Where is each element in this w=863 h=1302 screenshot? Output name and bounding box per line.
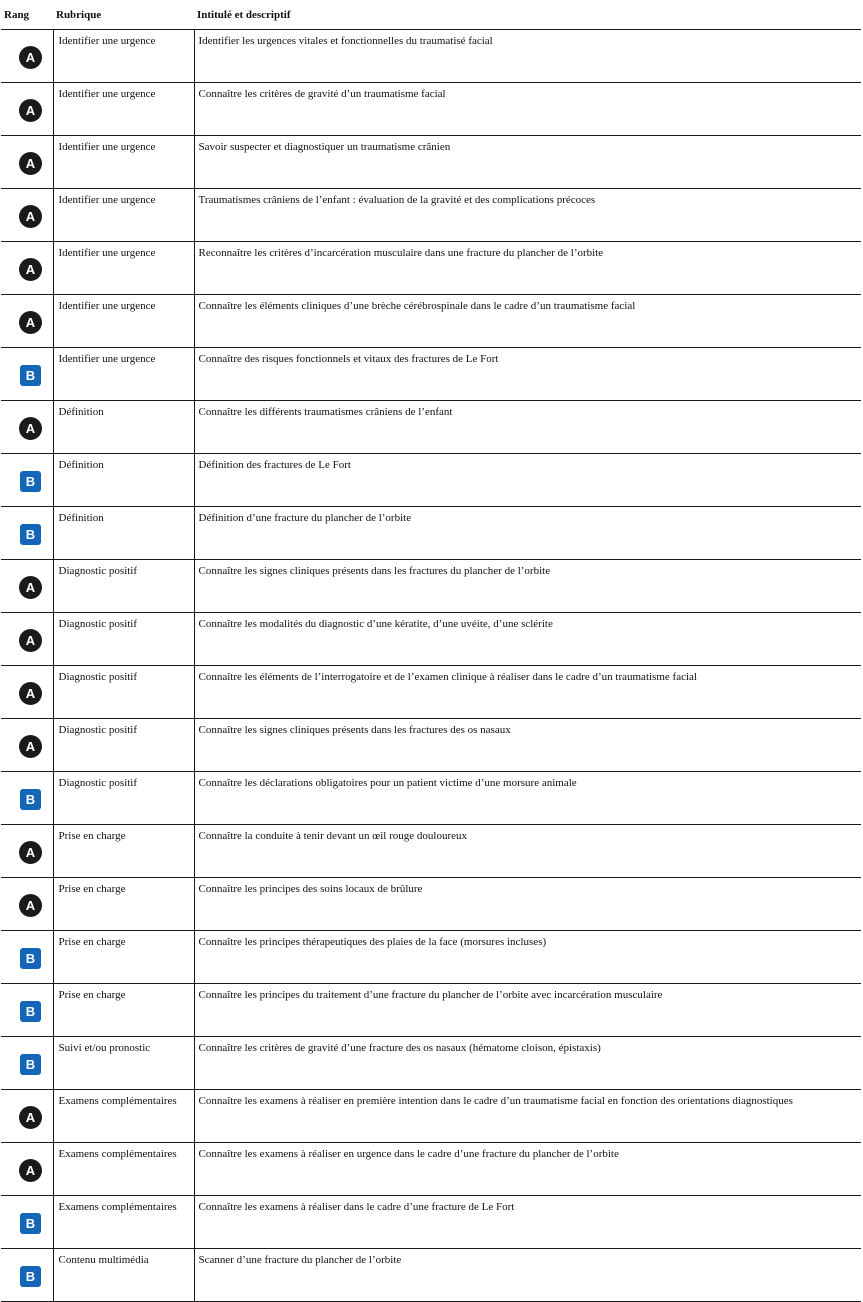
intitule-cell: Connaître les signes cliniques présents dans les fractures du plancher de l’orbite	[194, 560, 861, 613]
table-row	[1, 1249, 861, 1302]
table-row	[1, 1196, 861, 1249]
table-row	[1, 189, 861, 242]
rubrique-cell: Identifier une urgence	[53, 136, 194, 189]
table-header	[1, 0, 861, 30]
rubrique-cell: Identifier une urgence	[53, 30, 194, 83]
intitule-cell: Connaître les déclarations obligatoires pour un patient victime d’une morsure animale	[194, 772, 861, 825]
rang-cell	[1, 401, 53, 454]
intitule-cell: Connaître les principes des soins locaux de brûlure	[194, 878, 861, 931]
intitule-cell: Identifier les urgences vitales et fonctionnelles du traumatisé facial	[194, 30, 861, 83]
rank-b-badge: B	[20, 524, 41, 545]
rank-a-badge: A	[19, 417, 42, 440]
intitule-cell: Connaître les examens à réaliser dans le cadre d’une fracture de Le Fort	[194, 1196, 861, 1249]
table-row	[1, 295, 861, 348]
rang-cell	[1, 719, 53, 772]
intitule-cell: Connaître les éléments de l’interrogatoire et de l’examen clinique à réaliser dans le cadre d’un traumatisme facial	[194, 666, 861, 719]
rank-a-badge: A	[19, 841, 42, 864]
table-row	[1, 772, 861, 825]
intitule-cell: Connaître la conduite à tenir devant un œil rouge douloureux	[194, 825, 861, 878]
rubrique-cell: Diagnostic positif	[53, 666, 194, 719]
rank-a-badge: A	[19, 576, 42, 599]
intitule-cell: Définition des fractures de Le Fort	[194, 454, 861, 507]
intitule-cell: Définition d’une fracture du plancher de l’orbite	[194, 507, 861, 560]
rang-cell	[1, 772, 53, 825]
intitule-cell: Connaître les critères de gravité d’une fracture des os nasaux (hématome cloison, épistaxis)	[194, 1037, 861, 1090]
table-row	[1, 666, 861, 719]
rang-cell	[1, 1037, 53, 1090]
intitule-cell: Connaître des risques fonctionnels et vitaux des fractures de Le Fort	[194, 348, 861, 401]
rubrique-cell: Définition	[53, 507, 194, 560]
table-row	[1, 136, 861, 189]
rang-cell	[1, 560, 53, 613]
table-row	[1, 454, 861, 507]
rang-cell	[1, 1143, 53, 1196]
rank-b-badge: B	[20, 365, 41, 386]
rang-cell	[1, 666, 53, 719]
rubrique-cell: Prise en charge	[53, 931, 194, 984]
rank-a-badge: A	[19, 629, 42, 652]
rank-b-badge: B	[20, 789, 41, 810]
table-row	[1, 613, 861, 666]
intitule-cell: Connaître les modalités du diagnostic d’une kératite, d’une uvéite, d’une sclérite	[194, 613, 861, 666]
rubrique-cell: Examens complémentaires	[53, 1090, 194, 1143]
rubrique-cell: Définition	[53, 454, 194, 507]
rank-b-badge: B	[20, 948, 41, 969]
rank-a-badge: A	[19, 1159, 42, 1182]
table-row	[1, 1090, 861, 1143]
header-rubrique: Rubrique	[53, 0, 194, 30]
rank-a-badge: A	[19, 46, 42, 69]
rubrique-cell: Identifier une urgence	[53, 242, 194, 295]
rubrique-cell: Examens complémentaires	[53, 1143, 194, 1196]
rank-a-badge: A	[19, 735, 42, 758]
rank-a-badge: A	[19, 1106, 42, 1129]
rubrique-cell: Identifier une urgence	[53, 295, 194, 348]
rang-cell	[1, 348, 53, 401]
rang-cell	[1, 1196, 53, 1249]
rang-cell	[1, 825, 53, 878]
table-row	[1, 401, 861, 454]
rank-b-badge: B	[20, 471, 41, 492]
rang-cell	[1, 295, 53, 348]
rang-cell	[1, 984, 53, 1037]
table-row	[1, 825, 861, 878]
table-row	[1, 984, 861, 1037]
rank-a-badge: A	[19, 311, 42, 334]
rubrique-cell: Définition	[53, 401, 194, 454]
rank-a-badge: A	[19, 205, 42, 228]
header-intitule: Intitulé et descriptif	[194, 0, 861, 30]
rubrique-cell: Suivi et/ou pronostic	[53, 1037, 194, 1090]
rubrique-cell: Examens complémentaires	[53, 1196, 194, 1249]
rang-cell	[1, 878, 53, 931]
rang-cell	[1, 136, 53, 189]
header-rang: Rang	[1, 0, 53, 30]
intitule-cell: Connaître les principes du traitement d’une fracture du plancher de l’orbite avec incarcération musculaire	[194, 984, 861, 1037]
table-body	[1, 30, 861, 1302]
intitule-cell: Reconnaître les critères d’incarcération musculaire dans une fracture du plancher de l’orbite	[194, 242, 861, 295]
rank-a-badge: A	[19, 682, 42, 705]
table-row	[1, 1037, 861, 1090]
table-row	[1, 931, 861, 984]
rank-b-badge: B	[20, 1213, 41, 1234]
table-row	[1, 242, 861, 295]
intitule-cell: Connaître les signes cliniques présents dans les fractures des os nasaux	[194, 719, 861, 772]
intitule-cell: Connaître les examens à réaliser en première intention dans le cadre d’un traumatisme facial en fonction des orientations diagnostiques	[194, 1090, 861, 1143]
rang-cell	[1, 931, 53, 984]
intitule-cell: Connaître les différents traumatismes crâniens de l’enfant	[194, 401, 861, 454]
intitule-cell: Connaître les examens à réaliser en urgence dans le cadre d’une fracture du plancher de l’orbite	[194, 1143, 861, 1196]
rang-cell	[1, 30, 53, 83]
rank-a-badge: A	[19, 258, 42, 281]
rank-b-badge: B	[20, 1266, 41, 1287]
intitule-cell: Connaître les principes thérapeutiques des plaies de la face (morsures incluses)	[194, 931, 861, 984]
rank-a-badge: A	[19, 152, 42, 175]
intitule-cell: Scanner d’une fracture du plancher de l’orbite	[194, 1249, 861, 1302]
objectives-table	[1, 0, 861, 1302]
rubrique-cell: Identifier une urgence	[53, 189, 194, 242]
rubrique-cell: Diagnostic positif	[53, 560, 194, 613]
table-row	[1, 560, 861, 613]
rang-cell	[1, 507, 53, 560]
table-row	[1, 30, 861, 83]
rang-cell	[1, 1090, 53, 1143]
intitule-cell: Connaître les critères de gravité d’un traumatisme facial	[194, 83, 861, 136]
rubrique-cell: Prise en charge	[53, 878, 194, 931]
rubrique-cell: Diagnostic positif	[53, 613, 194, 666]
rang-cell	[1, 454, 53, 507]
rang-cell	[1, 189, 53, 242]
rubrique-cell: Prise en charge	[53, 825, 194, 878]
rubrique-cell: Diagnostic positif	[53, 719, 194, 772]
rang-cell	[1, 613, 53, 666]
rang-cell	[1, 83, 53, 136]
table-row	[1, 719, 861, 772]
rang-cell	[1, 1249, 53, 1302]
intitule-cell: Savoir suspecter et diagnostiquer un traumatisme crânien	[194, 136, 861, 189]
header-row	[1, 0, 861, 30]
rubrique-cell: Diagnostic positif	[53, 772, 194, 825]
rank-a-badge: A	[19, 894, 42, 917]
rang-cell	[1, 242, 53, 295]
table-row	[1, 507, 861, 560]
rubrique-cell: Identifier une urgence	[53, 348, 194, 401]
rank-b-badge: B	[20, 1001, 41, 1022]
rubrique-cell: Prise en charge	[53, 984, 194, 1037]
rubrique-cell: Contenu multimédia	[53, 1249, 194, 1302]
table-row	[1, 1143, 861, 1196]
rank-b-badge: B	[20, 1054, 41, 1075]
rubrique-cell: Identifier une urgence	[53, 83, 194, 136]
table-row	[1, 348, 861, 401]
intitule-cell: Connaître les éléments cliniques d’une brèche cérébrospinale dans le cadre d’un traumatisme facial	[194, 295, 861, 348]
rank-a-badge: A	[19, 99, 42, 122]
table-row	[1, 878, 861, 931]
table-row	[1, 83, 861, 136]
intitule-cell: Traumatismes crâniens de l’enfant : évaluation de la gravité et des complications précoces	[194, 189, 861, 242]
